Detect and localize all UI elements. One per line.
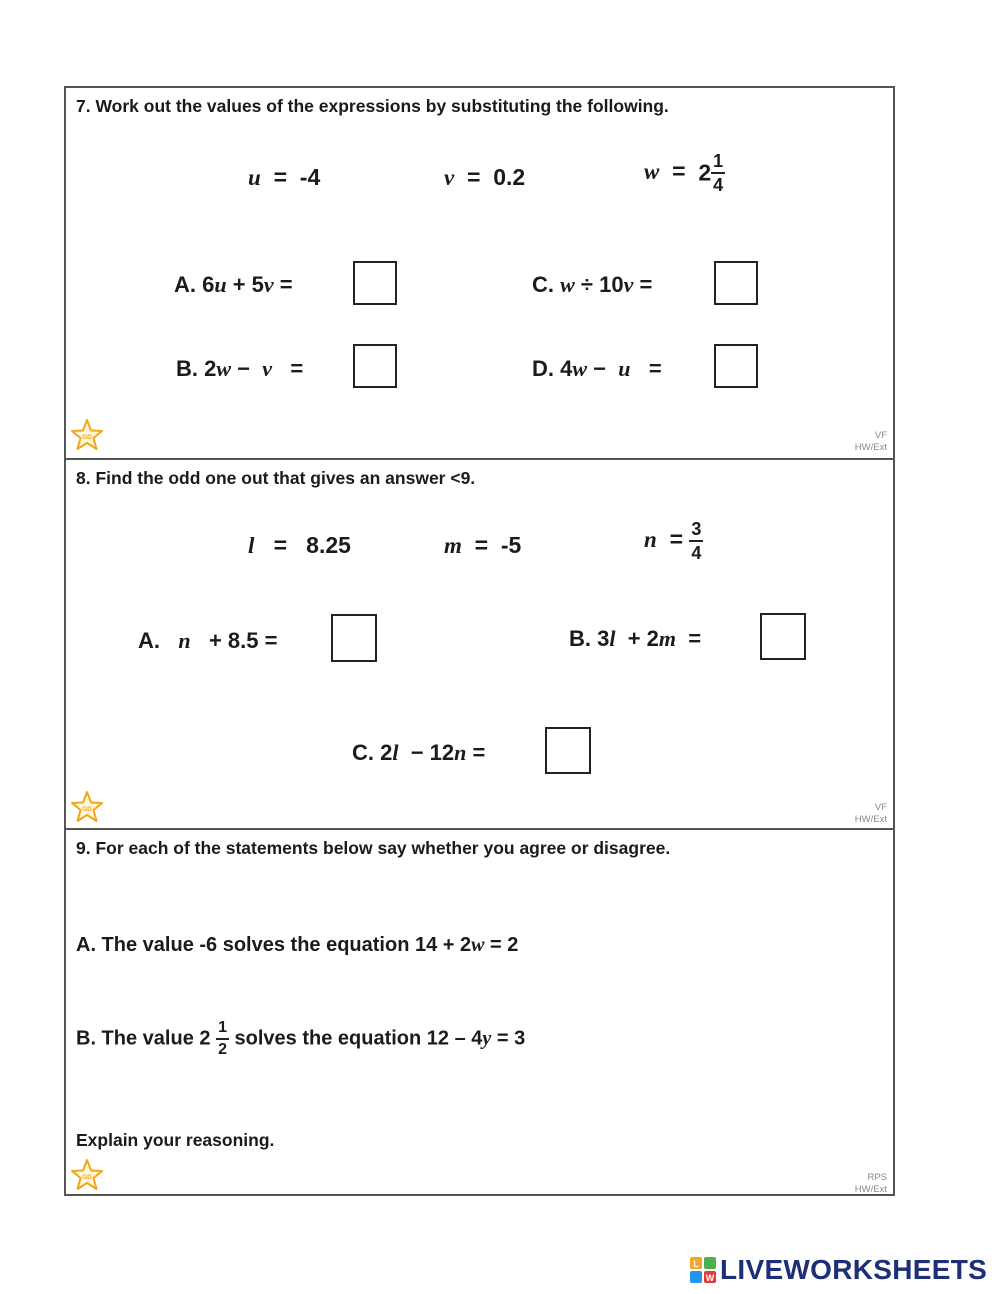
w-fraction: $\frac{1}{4}$ [713, 151, 724, 195]
statement-9a: A. The value -6 solves the equation 14 + 2w = 2 [76, 934, 519, 956]
var-n-definition: n = $\frac{3}{4}$ [644, 519, 702, 563]
explain-prompt: Explain your reasoning. [76, 1130, 275, 1150]
n-fraction: $\frac{3}{4}$ [691, 519, 702, 563]
var-u-definition: u = -4 [248, 164, 321, 190]
answer-box-7b[interactable] [353, 344, 397, 388]
code-7: VF HW/Ext [854, 430, 887, 453]
question-9 [66, 828, 893, 1196]
expression-7c: C. w ÷ 10v = [532, 272, 653, 297]
code-9: RPS HW/Ext [854, 1172, 887, 1195]
var-v-definition: v = 0.2 [444, 164, 526, 190]
star-icon [70, 418, 104, 452]
var-l-definition: l = 8.25 [248, 532, 351, 558]
answer-box-7c[interactable] [714, 261, 758, 305]
var-m-definition: m = -5 [444, 532, 522, 558]
star-icon [70, 1158, 104, 1192]
code-8: VF HW/Ext [854, 802, 887, 825]
statement-9b: B. The value 2 $\frac{1}{2}$ solves the equation 12 – 4y = 3 [76, 1019, 526, 1058]
question-7-title: 7. Work out the values of the expressions by substituting the following. [76, 96, 669, 116]
answer-box-7a[interactable] [353, 261, 397, 305]
var-w-definition: w = 2 $\frac{1}{4}$ [644, 151, 724, 195]
expression-7b: B. 2w − v = [176, 356, 304, 381]
answer-box-8a[interactable] [331, 614, 377, 662]
star-icon-label: GD [82, 1174, 92, 1181]
question-8-title: 8. Find the odd one out that gives an answer <9. [76, 468, 476, 488]
svg-text:W: W [705, 1273, 715, 1283]
expression-8b: B. 3l + 2m = [569, 626, 702, 651]
brand-name: LIVEWORKSHEETS [720, 1254, 988, 1285]
answer-box-8b[interactable] [760, 613, 806, 660]
liveworksheets-brand [690, 1253, 987, 1287]
answer-box-7d[interactable] [714, 344, 758, 388]
svg-text:L: L [693, 1259, 699, 1269]
star-icon-label: GD [82, 806, 92, 813]
star-icon [70, 790, 104, 824]
statement-9b-fraction: $\frac{1}{2}$ [218, 1019, 227, 1058]
question-9-title: 9. For each of the statements below say whether you agree or disagree. [76, 838, 671, 858]
expression-8c: C. 2l − 12n = [352, 740, 486, 765]
question-7 [66, 88, 893, 458]
question-8 [66, 458, 893, 828]
expression-8a: A. n + 8.5 = [138, 628, 278, 653]
worksheet [64, 86, 895, 1196]
star-icon-label: GD [82, 434, 92, 441]
liveworksheets-logo-icon [690, 1257, 716, 1283]
answer-box-8c[interactable] [545, 727, 591, 774]
expression-7a: A. 6u + 5v = [174, 272, 293, 297]
expression-7d: D. 4w − u = [532, 356, 662, 381]
